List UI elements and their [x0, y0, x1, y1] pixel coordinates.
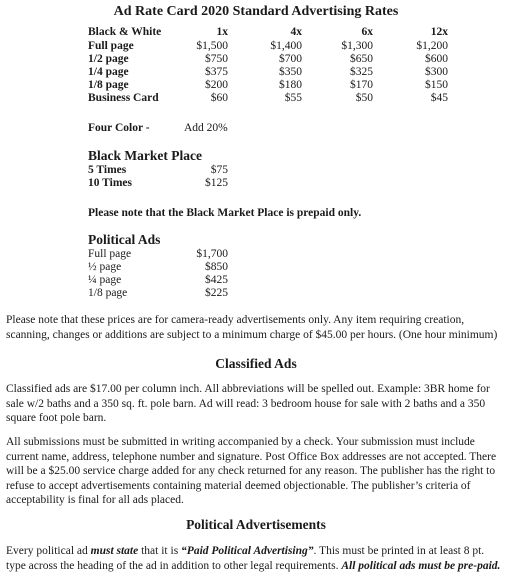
row-label: 1/8 page	[88, 287, 128, 299]
market-rate-table	[88, 164, 228, 190]
table-row	[88, 261, 228, 274]
paid-political-quote: “Paid Political Advertising”	[181, 545, 314, 557]
four-color-label: Four Color -	[88, 122, 150, 134]
row-label: ½ page	[88, 261, 122, 273]
row-label: 10 Times	[88, 177, 132, 189]
col-header: 12x	[430, 25, 448, 38]
price-cell: $50	[355, 92, 373, 104]
price-cell: $1,200	[416, 40, 448, 52]
price-cell: $55	[284, 92, 302, 104]
table-row	[88, 274, 228, 287]
row-label: 1/2 page	[88, 53, 129, 65]
table-row	[88, 66, 448, 79]
political-rate-table	[88, 248, 228, 300]
price-cell: $350	[279, 66, 302, 78]
table-row	[88, 287, 228, 300]
price-cell: $150	[425, 79, 448, 91]
price-cell: $375	[205, 66, 228, 78]
must-state-emphasis: must state	[90, 545, 139, 557]
price-cell: $170	[350, 79, 373, 91]
price-cell: $225	[205, 287, 228, 299]
row-label: Full page	[88, 40, 134, 52]
price-cell: $1,500	[196, 40, 228, 52]
text-run: that it is	[138, 545, 182, 557]
table-row	[88, 40, 448, 53]
page-title: Ad Rate Card 2020 Standard Advertising Rates	[113, 4, 399, 19]
price-cell: $60	[210, 92, 228, 104]
camera-ready-note: Please note that these prices are for camera-ready advertisements only. Any item requiring creation, scanning, changes or additions are subject to a minimum charge of $45.00 per hours. (One hour minimum)	[6, 314, 498, 341]
price-cell: $300	[425, 66, 448, 78]
col-header: 4x	[290, 25, 302, 38]
price-cell: $600	[425, 53, 448, 65]
text-run: Every political ad	[6, 545, 91, 557]
table-row	[88, 248, 228, 261]
table-row	[88, 92, 448, 105]
bw-header-row	[88, 24, 448, 40]
row-label: ¼ page	[88, 274, 122, 286]
price-cell: $180	[279, 79, 302, 91]
price-cell: $850	[205, 261, 228, 273]
classified-heading: Classified Ads	[215, 356, 297, 371]
price-cell: $650	[350, 53, 373, 65]
text-run: . This must be printed in at least 8 pt. type across the heading of the ad in addition to other legal requirements.	[6, 545, 485, 572]
price-cell: $75	[210, 164, 228, 176]
price-cell: $425	[205, 274, 228, 286]
four-color-value: Add 20%	[184, 122, 228, 134]
price-cell: $1,400	[270, 40, 302, 52]
bw-rate-table	[88, 24, 448, 105]
price-cell: $200	[205, 79, 228, 91]
market-prepaid-note: Please note that the Black Market Place is prepaid only.	[88, 207, 362, 219]
price-cell: $1,300	[341, 40, 373, 52]
price-cell: $750	[205, 53, 228, 65]
row-label: Business Card	[88, 92, 159, 104]
classified-paragraph-2: All submissions must be submitted in writing accompanied by a check. Your submission must include current name, address, telephone number and signature. Post Office Box addresses are not accepted. There will be a $25.00 service charge added for any check returned for any reason. The publisher has the right to refuse to accept advertisements containing material deemed objectionable. The publisher’s criteria of acceptability is final for all ads placed.	[6, 436, 497, 506]
market-heading: Black Market Place	[88, 148, 202, 163]
row-label: 5 Times	[88, 164, 127, 176]
political-ads-heading: Political Ads	[88, 232, 161, 247]
political-advertisements-paragraph	[6, 544, 506, 573]
price-cell: $1,700	[196, 248, 228, 260]
price-cell: $45	[430, 92, 448, 104]
table-row	[88, 177, 228, 190]
row-label: Full page	[88, 248, 132, 260]
prepaid-emphasis: All political ads must be pre-paid.	[341, 559, 501, 572]
bw-heading: Black & White	[88, 25, 162, 38]
table-row	[88, 79, 448, 92]
row-label: 1/8 page	[88, 79, 129, 91]
price-cell: $700	[279, 53, 302, 65]
table-row	[88, 53, 448, 66]
political-advertisements-heading: Political Advertisements	[186, 517, 326, 532]
row-label: 1/4 page	[88, 66, 129, 78]
classified-paragraph-1: Classified ads are $17.00 per column inch. All abbreviations will be spelled out. Example: 3BR home for sale w/2 baths and a 350 sq. ft. pole barn. Ad will read: 3 bedroom house for sale with 2 baths and a 350 square foot pole barn.	[6, 383, 490, 424]
price-cell: $325	[350, 66, 373, 78]
col-header: 1x	[216, 25, 228, 38]
price-cell: $125	[205, 177, 228, 189]
table-row	[88, 164, 228, 177]
col-header: 6x	[361, 25, 373, 38]
